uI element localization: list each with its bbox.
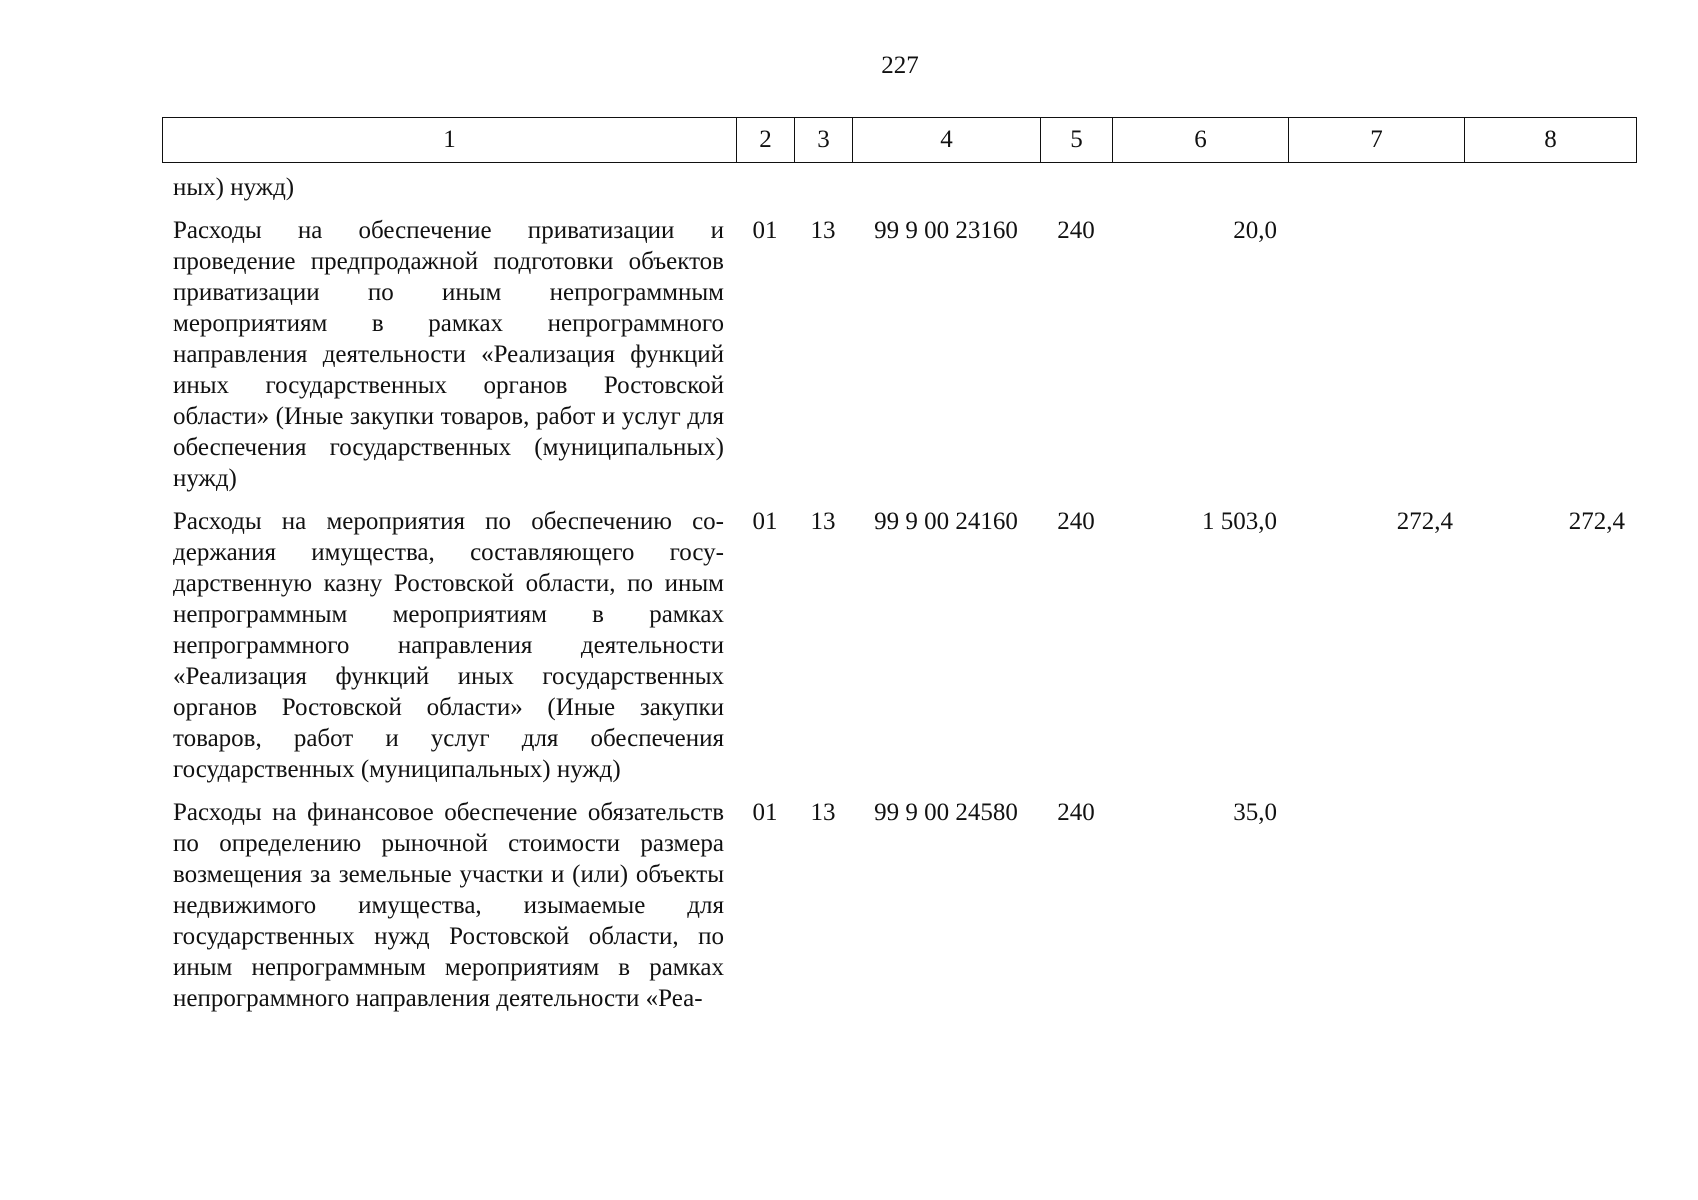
row-target-article: 99 9 00 23160 <box>874 217 1018 244</box>
row-description: Расходы на обеспечение приватизации и проведение предпродажной подготовки объектов приватизации по иным непрограммным мероприятиям в рамках непрограммного направления деятельности «Реализация функций иных государственных органов Ростовской области» (Иные закупки товаров, работ и услуг для обеспечения государственных (муниципальных) нужд) <box>173 217 724 492</box>
budget-table-body <box>162 172 1636 1014</box>
row-expense-type: 240 <box>1057 217 1095 244</box>
row-subsection: 13 <box>810 217 836 244</box>
row-expense-type <box>1040 172 1112 203</box>
header-col-5: 5 <box>1041 118 1113 163</box>
row-amount-col6: 1 503,0 <box>1202 508 1277 535</box>
row-amount-col7 <box>1288 785 1464 1014</box>
row-amount-col8: 272,4 <box>1568 508 1625 535</box>
row-target-article: 99 9 00 24160 <box>874 508 1018 535</box>
table-row <box>162 172 1636 203</box>
header-col-4: 4 <box>853 118 1041 163</box>
row-amount-col6: 20,0 <box>1233 217 1277 244</box>
row-section: 01 <box>752 508 778 535</box>
row-amount-col8 <box>1464 172 1636 203</box>
row-amount-col7: 272,4 <box>1396 508 1453 535</box>
row-subsection: 13 <box>810 508 836 535</box>
row-target-article <box>852 172 1040 203</box>
header-col-8: 8 <box>1465 118 1637 163</box>
table-row <box>162 785 1636 1014</box>
table-header <box>162 117 1637 163</box>
row-amount-col7 <box>1288 172 1464 203</box>
row-description: Расходы на финансовое обеспечение обязательств по определению рыночной стоимости размера возмещения за земельные участки и (или) объекты недвижимого имущества, изымаемые для государственных нужд Ростовской области, по иным непрограммным мероприятиям в рамках непрограммного направления деятельности «Реа- <box>173 799 724 1012</box>
header-col-7: 7 <box>1289 118 1465 163</box>
row-expense-type: 240 <box>1057 799 1095 826</box>
row-subsection <box>794 172 852 203</box>
row-amount-col6 <box>1112 172 1288 203</box>
table-row <box>162 494 1636 785</box>
row-amount-col8 <box>1464 785 1636 1014</box>
page-number: 227 <box>881 52 919 79</box>
row-section: 01 <box>752 799 778 826</box>
row-amount-col6: 35,0 <box>1233 799 1277 826</box>
row-subsection: 13 <box>810 799 836 826</box>
header-col-2: 2 <box>737 118 795 163</box>
row-section <box>736 172 794 203</box>
header-row <box>163 118 1637 163</box>
row-amount-col8 <box>1464 203 1636 494</box>
header-col-1: 1 <box>163 118 737 163</box>
header-col-3: 3 <box>795 118 853 163</box>
table-row <box>162 203 1636 494</box>
header-col-6: 6 <box>1113 118 1289 163</box>
row-section: 01 <box>752 217 778 244</box>
row-expense-type: 240 <box>1057 508 1095 535</box>
row-target-article: 99 9 00 24580 <box>874 799 1018 826</box>
row-description: ных) нужд) <box>173 174 295 201</box>
row-amount-col7 <box>1288 203 1464 494</box>
row-description: Расходы на мероприятия по обеспечению содержания имущества, составляющего государственную казну Ростовской области, по иным непрограммным мероприятиям в рамках непрограммного направления деятельности «Реализация функций иных государственных органов Ростовской области» (Иные закупки товаров, работ и услуг для обеспечения государственных (муниципальных) нужд) <box>173 508 724 783</box>
